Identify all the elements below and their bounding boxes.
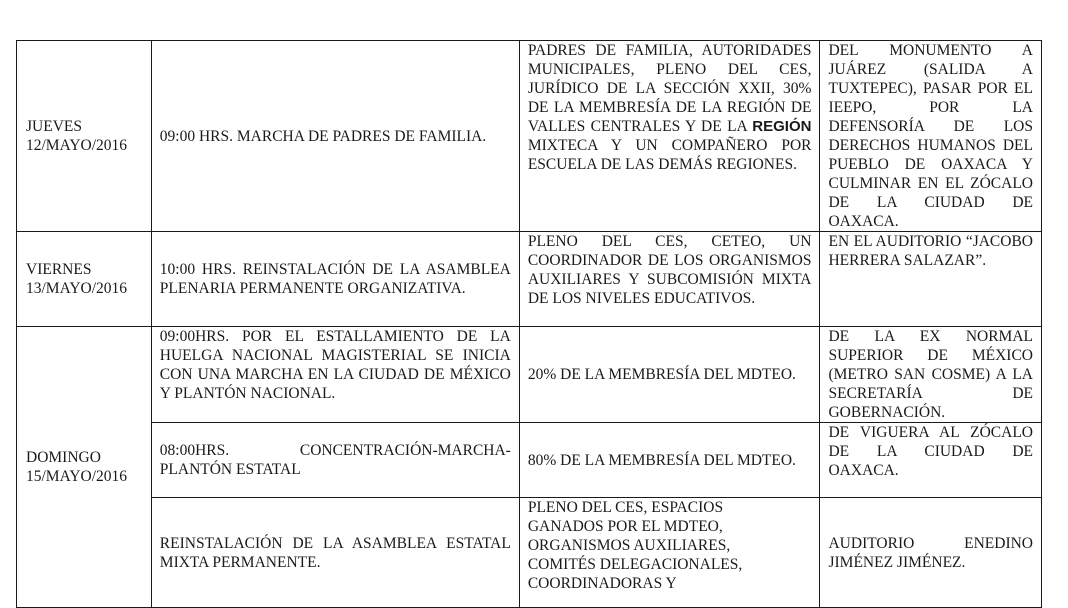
weekday: VIERNES (26, 261, 92, 278)
place-cell: AUDITORIO ENEDINO JIMÉNEZ JIMÉNEZ. (820, 498, 1042, 608)
day-cell (17, 232, 152, 327)
table-row (17, 41, 1042, 232)
participants-cell: 80% DE LA MEMBRESÍA DEL MDTEO. (519, 423, 820, 498)
participants-text-end: MIXTECA Y UN COMPAÑERO POR ESCUELA DE LAS DEMÁS REGIONES. (527, 137, 812, 173)
table-row (17, 232, 1042, 327)
day-cell (17, 41, 152, 232)
weekday: JUEVES (26, 118, 82, 135)
participants-cell (519, 498, 820, 608)
activity-cell: REINSTALACIÓN DE LA ASAMBLEA ESTATAL MIXTA PERMANENTE. (151, 498, 519, 608)
place-cell: DE LA EX NORMAL SUPERIOR DE MÉXICO (METRO SAN COSME) A LA SECRETARÍA DE GOBERNACIÓN. (820, 327, 1042, 423)
table-row (17, 327, 1042, 423)
place-cell: DE VIGUERA AL ZÓCALO DE LA CIUDAD DE OAXACA. (820, 423, 1042, 498)
activity-cell: 08:00HRS. CONCENTRACIÓN-MARCHA-PLANTÓN ESTATAL (151, 423, 519, 498)
participants-text: PADRES DE FAMILIA, AUTORIDADES MUNICIPALES, PLENO DEL CES, JURÍDICO DE LA SECCIÓN XXII, 30% DE LA MEMBRESÍA DE LA REGIÓN DE VALLES CENTRALES Y DE LA (527, 42, 812, 135)
participants-line: COMITÉS DELEGACIONALES, (527, 556, 743, 573)
participants-line: ORGANISMOS AUXILIARES, (527, 537, 731, 554)
place-cell: EN EL AUDITORIO “JACOBO HERRERA SALAZAR”. (820, 232, 1042, 327)
activity-cell: 09:00 HRS. MARCHA DE PADRES DE FAMILIA. (151, 41, 519, 232)
date: 15/MAYO/2016 (26, 468, 128, 485)
participants-line: PLENO DEL CES, ESPACIOS (527, 499, 724, 516)
schedule-table (16, 40, 1042, 608)
day-cell (17, 327, 152, 608)
activity-cell: 09:00HRS. POR EL ESTALLAMIENTO DE LA HUELGA NACIONAL MAGISTERIAL SE INICIA CON UNA MARCHA EN LA CIUDAD DE MÉXICO Y PLANTÓN NACIONAL. (151, 327, 519, 423)
weekday: DOMINGO (26, 449, 101, 466)
place-cell: DEL MONUMENTO A JUÁREZ (SALIDA A TUXTEPEC), PASAR POR EL IEEPO, POR LA DEFENSORÍA DE LOS DERECHOS HUMANOS DEL PUEBLO DE OAXACA Y CULMINAR EN EL ZÓCALO DE LA CIUDAD DE OAXACA. (820, 41, 1042, 232)
table-row (17, 498, 1042, 608)
participants-cell (519, 41, 820, 232)
table-row (17, 423, 1042, 498)
date: 13/MAYO/2016 (26, 280, 128, 297)
participants-line: COORDINADORAS Y (527, 575, 677, 592)
participants-line: GANADOS POR EL MDTEO, (527, 518, 723, 535)
activity-cell: 10:00 HRS. REINSTALACIÓN DE LA ASAMBLEA PLENARIA PERMANENTE ORGANIZATIVA. (151, 232, 519, 327)
participants-cell: 20% DE LA MEMBRESÍA DEL MDTEO. (519, 327, 820, 423)
date: 12/MAYO/2016 (26, 137, 128, 154)
participants-cell: PLENO DEL CES, CETEO, UN COORDINADOR DE LOS ORGANISMOS AUXILIARES Y SUBCOMISIÓN MIXTA DE LOS NIVELES EDUCATIVOS. (519, 232, 820, 327)
region-word: REGIÓN (752, 118, 812, 135)
